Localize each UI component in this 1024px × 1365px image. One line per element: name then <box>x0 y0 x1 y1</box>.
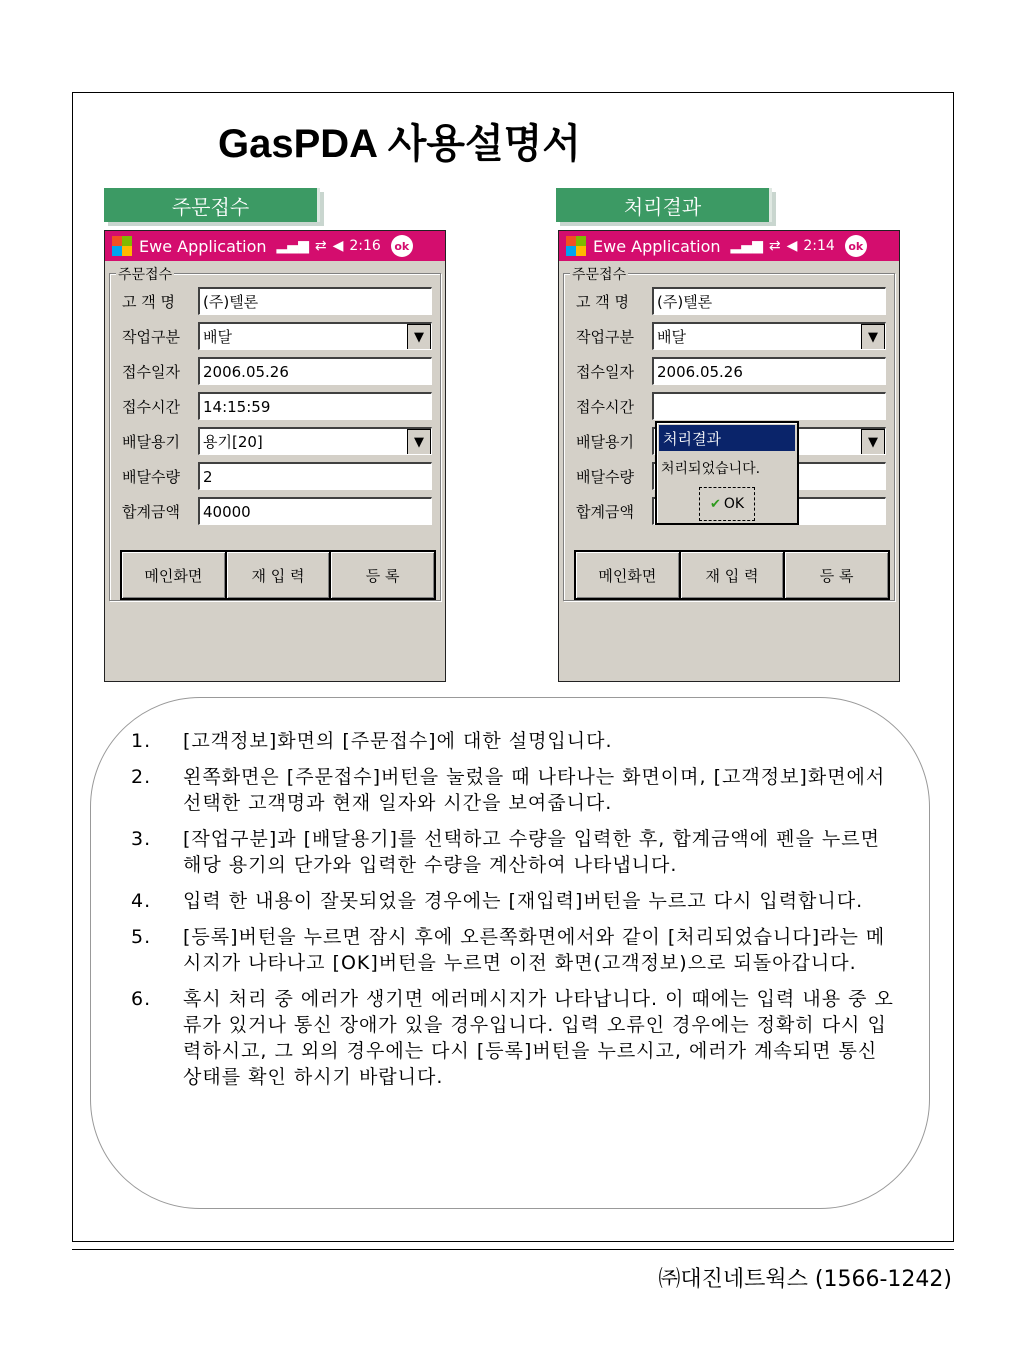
field-label: 고 객 명 <box>122 292 176 311</box>
item-number: 6. <box>131 988 152 1010</box>
item-text: [등록]버턴을 누르면 잠시 후에 오른쪽화면에서와 같이 [처리되었습니다]라는 메시지가 나타나고 [OK]버턴을 누르면 이전 화면(고객정보)으로 되돌아갑니다. <box>183 926 886 974</box>
sync-icon: ⇄ <box>314 238 327 254</box>
field-value: 2006.05.26 <box>657 362 743 381</box>
form-row <box>576 391 886 421</box>
dropdown-arrow-icon[interactable]: ▼ <box>407 324 431 350</box>
checkmark-icon: ✔ <box>709 496 721 512</box>
field-label: 접수시간 <box>122 397 180 416</box>
field-value: (주)텔론 <box>657 293 713 311</box>
field-input[interactable] <box>198 497 432 525</box>
field-value: 2006.05.26 <box>203 362 289 381</box>
field-label: 작업구분 <box>122 327 180 346</box>
dialog-message: 처리되었습니다. <box>661 461 761 477</box>
speaker-icon[interactable]: ◀ <box>332 238 344 254</box>
field-input[interactable] <box>198 357 432 385</box>
instructions-list <box>131 728 901 1100</box>
signal-icon: ▂▄▆ <box>730 238 763 254</box>
footer-company: ㈜대진네트웍스 (1566-1242) <box>658 1267 952 1292</box>
item-number: 3. <box>131 828 152 850</box>
item-text: [작업구분]과 [배달용기]를 선택하고 수량을 입력한 후, 합계금액에 펜을 누르면 해당 용기의 단가와 입력한 수량을 계산하여 나타냅니다. <box>183 828 880 876</box>
dropdown-arrow-icon[interactable]: ▼ <box>407 429 431 455</box>
footer-divider <box>72 1249 954 1250</box>
dialog-title: 처리결과 <box>659 425 795 451</box>
ok-icon[interactable]: ok <box>845 235 867 257</box>
main-menu-button[interactable]: 메인화면 <box>574 550 681 600</box>
item-number: 2. <box>131 766 152 788</box>
ok-icon[interactable]: ok <box>391 235 413 257</box>
field-input[interactable] <box>198 287 432 315</box>
field-input[interactable] <box>652 357 886 385</box>
field-label: 합계금액 <box>122 502 180 521</box>
section-tag-order: 주문접수 <box>104 188 320 222</box>
ok-label: OK <box>723 496 745 512</box>
item-number: 1. <box>131 730 152 752</box>
signal-icon: ▂▄▆ <box>276 238 309 254</box>
field-select[interactable] <box>198 322 432 350</box>
list-item <box>131 764 901 816</box>
field-label: 합계금액 <box>576 502 634 521</box>
group-legend: 주문접수 <box>570 264 628 284</box>
form-row <box>576 321 886 351</box>
field-label: 작업구분 <box>576 327 634 346</box>
form-row <box>576 356 886 386</box>
field-label: 배달수량 <box>576 467 634 486</box>
page-title: GasPDA 사용설명서 <box>218 122 581 166</box>
field-value: 배달 <box>657 328 686 346</box>
order-group <box>109 267 441 601</box>
speaker-icon[interactable]: ◀ <box>786 238 798 254</box>
field-input[interactable] <box>652 287 886 315</box>
item-text: 입력 한 내용이 잘못되었을 경우에는 [재입력]버턴을 누르고 다시 입력합니다. <box>183 890 864 912</box>
clock-time[interactable]: 2:16 <box>349 238 381 254</box>
list-item <box>131 728 901 754</box>
form-row <box>122 391 432 421</box>
clock-time[interactable]: 2:14 <box>803 238 835 254</box>
title-bar <box>105 231 445 261</box>
field-select[interactable] <box>652 322 886 350</box>
field-label: 배달용기 <box>576 432 634 451</box>
field-label: 접수일자 <box>576 362 634 381</box>
action-buttons <box>120 550 434 600</box>
app-title: Ewe Application <box>593 236 721 256</box>
field-label: 접수일자 <box>122 362 180 381</box>
dropdown-arrow-icon[interactable]: ▼ <box>861 429 885 455</box>
item-text: 왼쪽화면은 [주문접수]버턴을 눌렀을 때 나타나는 화면이며, [고객정보]화면에서 선택한 고객명과 현재 일자와 시간을 보여줍니다. <box>183 766 886 814</box>
list-item <box>131 826 901 878</box>
item-number: 4. <box>131 890 152 912</box>
field-select[interactable] <box>198 427 432 455</box>
main-menu-button[interactable]: 메인화면 <box>120 550 227 600</box>
field-value: 14:15:59 <box>203 397 271 416</box>
field-input[interactable] <box>198 392 432 420</box>
section-tag-result: 처리결과 <box>556 188 772 222</box>
re-enter-button[interactable]: 재 입 력 <box>225 550 332 600</box>
field-label: 배달수량 <box>122 467 180 486</box>
form-row <box>122 321 432 351</box>
pda-screen-order <box>104 230 446 682</box>
list-item <box>131 924 901 976</box>
dropdown-arrow-icon[interactable]: ▼ <box>861 324 885 350</box>
field-label: 고 객 명 <box>576 292 630 311</box>
list-item <box>131 888 901 914</box>
re-enter-button[interactable]: 재 입 력 <box>679 550 786 600</box>
item-text: 혹시 처리 중 에러가 생기면 에러메시지가 나타납니다. 이 때에는 입력 내용 중 오류가 있거나 통신 장애가 있을 경우입니다. 입력 오류인 경우에는 정확히 다시 입력하시고, 그 외의 경우에는 다시 [등록]버턴을 누르시고, 에러가 계속되면 통신 상태를 확인 하시기 바랍니다. <box>183 988 894 1088</box>
result-dialog <box>655 421 799 525</box>
form-row <box>122 356 432 386</box>
register-button[interactable]: 등 록 <box>329 550 436 600</box>
app-title: Ewe Application <box>139 236 267 256</box>
form-row <box>122 286 432 316</box>
form-row <box>122 461 432 491</box>
field-value: 2 <box>203 467 213 486</box>
form-row <box>576 286 886 316</box>
list-item <box>131 986 901 1090</box>
field-value: (주)텔론 <box>203 293 259 311</box>
field-value: 용기[20] <box>203 433 263 451</box>
field-value: 40000 <box>203 502 251 521</box>
group-legend: 주문접수 <box>116 264 174 284</box>
instructions-panel <box>90 697 930 1209</box>
dialog-ok-button[interactable] <box>699 487 755 521</box>
action-buttons <box>574 550 888 600</box>
windows-start-icon[interactable] <box>565 235 587 257</box>
field-label: 접수시간 <box>576 397 634 416</box>
field-label: 배달용기 <box>122 432 180 451</box>
title-bar <box>559 231 899 261</box>
field-input[interactable] <box>198 462 432 490</box>
form-row <box>122 426 432 456</box>
pda-screen-result <box>558 230 900 682</box>
form-row <box>122 496 432 526</box>
sync-icon: ⇄ <box>768 238 781 254</box>
windows-start-icon[interactable] <box>111 235 133 257</box>
item-text: [고객정보]화면의 [주문접수]에 대한 설명입니다. <box>183 730 613 752</box>
register-button[interactable]: 등 록 <box>783 550 890 600</box>
field-value: 배달 <box>203 328 232 346</box>
item-number: 5. <box>131 926 152 948</box>
field-input[interactable] <box>652 392 886 420</box>
